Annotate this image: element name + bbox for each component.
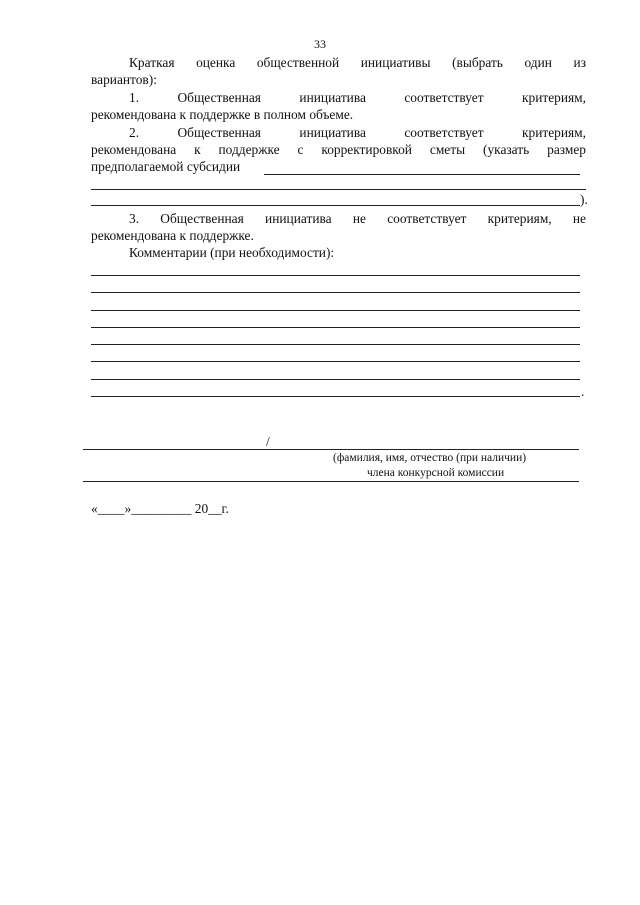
- commission-member-line[interactable]: [83, 481, 579, 482]
- subsidy-close-paren: ).: [580, 192, 588, 207]
- comment-line[interactable]: [91, 344, 580, 345]
- comments-label: Комментарии (при необходимости):: [129, 245, 335, 260]
- comment-line[interactable]: [91, 310, 580, 311]
- option-1-line-2: рекомендована к поддержке в полном объеме.: [91, 107, 354, 122]
- option-2-line-1: 2. Общественная инициатива соответствует критериям,: [129, 125, 586, 140]
- option-2-line-2: рекомендована к поддержке с корректировкой сметы (указать размер: [91, 142, 586, 157]
- comments-end-period: .: [581, 384, 585, 399]
- page-number: 33: [314, 37, 326, 51]
- comment-line[interactable]: [91, 327, 580, 328]
- comment-line[interactable]: [91, 379, 580, 380]
- subsidy-amount-line-3[interactable]: [91, 205, 580, 206]
- intro-line-2: вариантов):: [91, 72, 157, 87]
- option-1-line-1: 1. Общественная инициатива соответствует критериям,: [129, 90, 586, 105]
- date-line[interactable]: «____»_________ 20__г.: [91, 501, 229, 516]
- option-3-line-1: 3. Общественная инициатива не соответствует критериям, не: [129, 211, 586, 226]
- signature-caption-line-1: (фамилия, имя, отчество (при наличии): [333, 452, 527, 464]
- option-2-line-3: предполагаемой субсидии: [91, 159, 241, 174]
- subsidy-amount-line-2[interactable]: [91, 189, 586, 190]
- subsidy-amount-line-1[interactable]: [264, 174, 580, 175]
- signature-line[interactable]: [83, 449, 579, 450]
- comment-line[interactable]: [91, 292, 580, 293]
- signature-separator: /: [266, 434, 270, 449]
- intro-line-1: Краткая оценка общественной инициативы (выбрать один из: [129, 55, 586, 70]
- comment-line[interactable]: [91, 361, 580, 362]
- option-3-line-2: рекомендована к поддержке.: [91, 228, 254, 243]
- signature-caption-line-2: члена конкурсной комиссии: [367, 467, 505, 479]
- comment-line[interactable]: [91, 275, 580, 276]
- comment-line[interactable]: [91, 396, 580, 397]
